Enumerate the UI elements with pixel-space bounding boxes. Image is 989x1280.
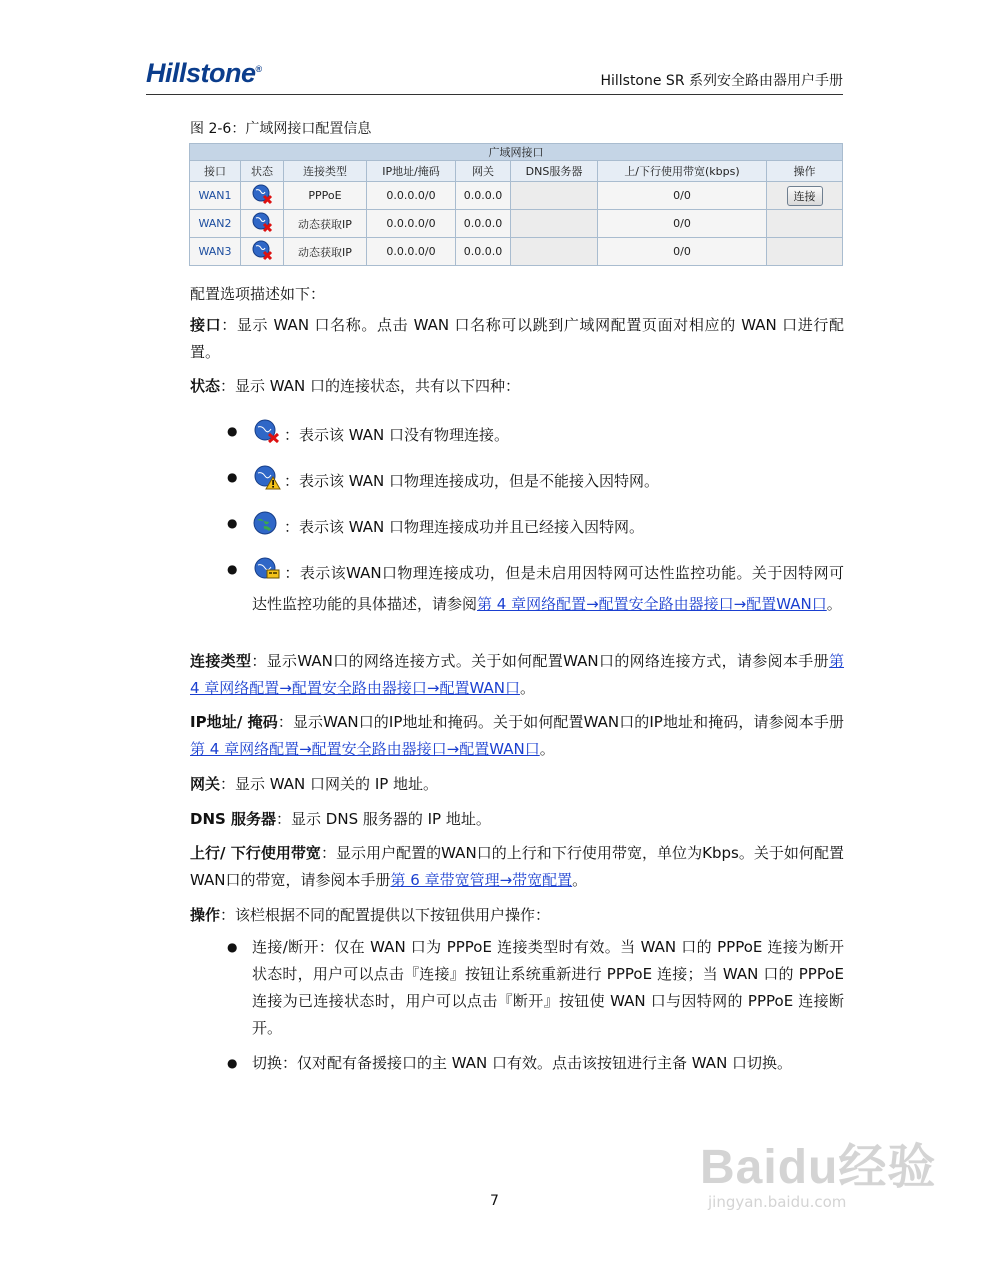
cell-action	[767, 210, 843, 238]
col-header-ip: IP地址/掩码	[367, 161, 456, 182]
cell-type: PPPoE	[284, 182, 367, 210]
cell-dns	[511, 182, 598, 210]
cell-action	[767, 238, 843, 266]
connection-type-description: 连接类型：显示WAN口的网络连接方式。关于如何配置WAN口的网络连接方式，请参阅本手册第 4 章网络配置→配置安全路由器接口→配置WAN口。	[190, 652, 844, 697]
bullet: ●	[227, 516, 238, 530]
status-item: ：表示该 WAN 口没有物理连接。	[252, 418, 844, 453]
bullet: ●	[227, 562, 238, 576]
status-item: ：表示该WAN口物理连接成功，但是未启用因特网可达性监控功能。关于因特网可达性监控功能的具体描述，请参阅第 4 章网络配置→配置安全路由器接口→配置WAN口。	[252, 556, 844, 618]
page-number: 7	[490, 1193, 499, 1209]
globe-no-link-icon	[252, 418, 282, 453]
col-header-dns: DNS服务器	[511, 161, 598, 182]
connect-button[interactable]: 连接	[787, 186, 823, 206]
cell-gateway: 0.0.0.0	[456, 210, 511, 238]
cell-type: 动态获取IP	[284, 210, 367, 238]
bullet: ●	[227, 470, 238, 484]
operation-item: 连接/断开：仅在 WAN 口为 PPPoE 连接类型时有效。当 WAN 口的 PPPoE 连接为断开状态时，用户可以点击『连接』按钮让系统重新进行 PPPoE 连接；当 WAN 口的 PPPoE 连接为已连接状态时，用户可以点击『断开』按钮使 WAN 口与因特网的 PPPoE 连接断开。	[252, 938, 844, 1037]
cell-bandwidth: 0/0	[598, 238, 767, 266]
col-header-interface: 接口	[190, 161, 241, 182]
globe-monitor-off-icon	[252, 556, 282, 591]
wan-config-link[interactable]: 第 4 章网络配置→配置安全路由器接口→配置WAN口	[190, 652, 844, 697]
bullet: ●	[227, 1056, 238, 1070]
operation-description: 操作：该栏根据不同的配置提供以下按钮供用户操作：	[190, 906, 551, 924]
ip-mask-description: IP地址/ 掩码：显示WAN口的IP地址和掩码。关于如何配置WAN口的IP地址和掩码，请参阅本手册第 4 章网络配置→配置安全路由器接口→配置WAN口。	[190, 713, 844, 758]
bandwidth-description: 上行/ 下行使用带宽：显示用户配置的WAN口的上行和下行使用带宽，单位为Kbps。关于如何配置WAN口的带宽，请参阅本手册第 6 章带宽管理→带宽配置。	[190, 844, 844, 889]
globe-connected-icon	[252, 510, 282, 545]
wan2-link[interactable]: WAN2	[198, 217, 232, 230]
wan1-link[interactable]: WAN1	[198, 189, 232, 202]
wan-interface-table	[189, 143, 843, 266]
table-row	[190, 238, 843, 266]
globe-warning-icon	[252, 464, 282, 499]
cell-bandwidth: 0/0	[598, 210, 767, 238]
wan-config-link[interactable]: 第 4 章网络配置→配置安全路由器接口→配置WAN口	[190, 740, 540, 758]
operation-item: 切换：仅对配有备援接口的主 WAN 口有效。点击该按钮进行主备 WAN 口切换。	[252, 1054, 793, 1072]
status-description: 状态：显示 WAN 口的连接状态，共有以下四种：	[190, 377, 521, 395]
globe-disconnected-icon	[251, 211, 273, 236]
gateway-description: 网关：显示 WAN 口网关的 IP 地址。	[190, 775, 439, 793]
cell-ip: 0.0.0.0/0	[367, 182, 456, 210]
cell-type: 动态获取IP	[284, 238, 367, 266]
cell-dns	[511, 238, 598, 266]
interface-description: 接口：显示 WAN 口名称。点击 WAN 口名称可以跳到广域网配置页面对相应的 WAN 口进行配置。	[190, 316, 844, 361]
cell-ip: 0.0.0.0/0	[367, 238, 456, 266]
col-header-type: 连接类型	[284, 161, 367, 182]
cell-gateway: 0.0.0.0	[456, 182, 511, 210]
baidu-watermark: Baidu经验 jingyan.baidu.com	[700, 1141, 937, 1211]
bullet: ●	[227, 940, 238, 954]
header-divider	[146, 94, 843, 95]
status-item: ：表示该 WAN 口物理连接成功，但是不能接入因特网。	[252, 464, 844, 499]
col-header-action: 操作	[767, 161, 843, 182]
table-title: 广域网接口	[190, 144, 843, 161]
dns-description: DNS 服务器：显示 DNS 服务器的 IP 地址。	[190, 810, 491, 828]
document-title: Hillstone SR 系列安全路由器用户手册	[600, 73, 843, 89]
globe-disconnected-icon	[251, 239, 273, 264]
col-header-bandwidth: 上/下行使用带宽(kbps)	[598, 161, 767, 182]
hillstone-logo: Hillstone®	[146, 58, 262, 88]
cell-gateway: 0.0.0.0	[456, 238, 511, 266]
figure-caption: 图 2-6：广域网接口配置信息	[190, 121, 372, 137]
cell-ip: 0.0.0.0/0	[367, 210, 456, 238]
col-header-status: 状态	[241, 161, 284, 182]
cell-bandwidth: 0/0	[598, 182, 767, 210]
bandwidth-config-link[interactable]: 第 6 章带宽管理→带宽配置	[390, 871, 573, 889]
intro-text: 配置选项描述如下：	[190, 285, 326, 303]
wan3-link[interactable]: WAN3	[198, 245, 232, 258]
table-row	[190, 182, 843, 210]
status-item: ：表示该 WAN 口物理连接成功并且已经接入因特网。	[252, 510, 844, 545]
col-header-gateway: 网关	[456, 161, 511, 182]
cell-dns	[511, 210, 598, 238]
globe-disconnected-icon	[251, 183, 273, 208]
table-row	[190, 210, 843, 238]
bullet: ●	[227, 424, 238, 438]
wan-config-link[interactable]: 第 4 章网络配置→配置安全路由器接口→配置WAN口	[477, 595, 827, 613]
